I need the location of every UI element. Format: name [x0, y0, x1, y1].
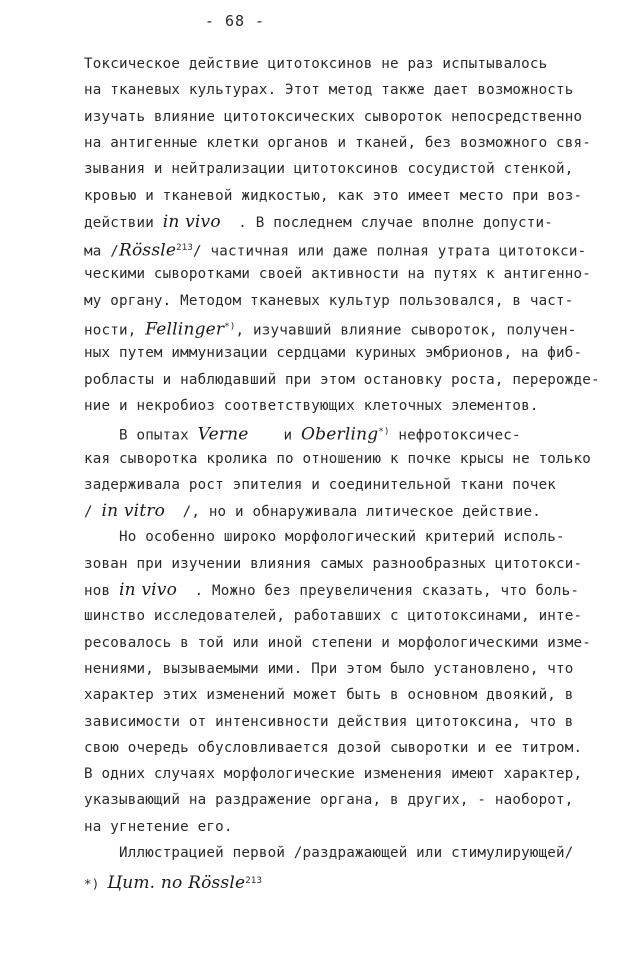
text-segment: зован при изучении влияния самых разнообразных цитотокси- [84, 555, 583, 572]
text-segment: Токсическое действие цитотоксинов не раз испытывалось [84, 56, 548, 72]
handwritten-term: Oberling [301, 424, 379, 445]
text-segment: Иллюстрацией первой /раздражающей или стимулирующей/ [84, 845, 574, 861]
text-line [84, 449, 591, 469]
text-segment: робласты и наблюдавший при этом остановку роста, перерожде- [84, 371, 600, 388]
text-segment: кровью и тканевой жидкостью, как это имеет место при воз- [84, 187, 583, 204]
text-line [84, 317, 576, 341]
text-segment: /, но и обнаруживала литическое действие. [165, 504, 541, 521]
superscript-ref: *) [224, 322, 236, 332]
text-segment: свою очередь обусловливается дозой сыворотки и ее титром. [84, 739, 583, 756]
text-line [84, 80, 574, 100]
text-line [84, 422, 521, 446]
text-segment: изучать влияние цитотоксических сывороток непосредственно [84, 108, 583, 125]
handwritten-term: Verne [197, 424, 249, 445]
text-line [84, 54, 547, 74]
handwritten-term: Rössle [118, 240, 177, 261]
text-line [84, 343, 582, 363]
text-segment: . В последнем случае вполне допусти- [220, 214, 553, 231]
text-line [84, 159, 574, 179]
text-line [84, 212, 553, 233]
text-segment: В опытах [84, 427, 198, 444]
text-line [84, 264, 591, 284]
text-segment: зывания и нейтрализации цитотоксинов сосудистой стенкой, [84, 161, 574, 178]
text-line [84, 817, 233, 837]
text-segment: на антигенные клетки органов и тканей, без возможного свя- [84, 134, 592, 151]
text-segment: ных путем иммунизации сердцами куриных эмбрионов, на фиб- [84, 345, 583, 362]
text-line [84, 107, 582, 127]
text-line [84, 712, 574, 732]
text-line [84, 475, 556, 495]
text-line [84, 606, 582, 626]
superscript-ref: 213 [245, 876, 263, 887]
handwritten-term: Fellinger [145, 319, 225, 340]
text-line [84, 186, 582, 206]
text-segment: ма / [84, 243, 119, 260]
text-line [84, 659, 574, 679]
page-number: - 68 - [204, 12, 266, 30]
text-segment: Но особенно широко морфологический критерий исполь- [84, 529, 565, 546]
text-line [84, 843, 574, 863]
text-line [84, 501, 541, 522]
text-line [84, 527, 565, 547]
text-line [84, 554, 582, 574]
text-segment: нениями, вызываемыми ими. При этом было установлено, что [84, 660, 574, 677]
text-segment: ресовалось в той или иной степени и морфологическими изме- [84, 634, 592, 651]
text-segment: на угнетение его. [84, 818, 233, 835]
text-segment: *) [84, 876, 108, 892]
handwritten-term: in vivo [118, 580, 178, 600]
text-segment: характер этих изменений может быть в основном двоякий, в [84, 687, 574, 704]
footnote [84, 871, 262, 894]
text-segment: и [248, 427, 302, 444]
text-line [84, 790, 574, 810]
handwritten-term: in vivo [162, 211, 221, 232]
text-segment: нефротоксичес- [389, 427, 521, 444]
text-segment: / частичная или даже полная утрата цитотокси- [193, 243, 587, 260]
text-segment: задерживала рост эпителия и соединительной ткани почек [84, 476, 557, 493]
text-line [84, 580, 579, 601]
text-segment: В одних случаях морфологические изменения имеют характер, [84, 766, 583, 783]
text-segment: / [84, 504, 102, 521]
text-line [84, 633, 591, 653]
text-line [84, 238, 586, 262]
text-line [84, 396, 539, 416]
text-segment: на тканевых культурах. Этот метод также дает возможность [84, 82, 574, 99]
text-segment: действии [84, 214, 163, 231]
text-line [84, 738, 582, 758]
text-segment: ности, [84, 322, 146, 339]
handwritten-term: Цит. по Rössle [107, 873, 246, 894]
text-segment: указывающий на раздражение органа, в других, - наоборот, [84, 792, 574, 809]
text-line [84, 133, 591, 153]
text-line [84, 764, 582, 784]
text-segment: ние и некробиоз соответствующих клеточных элементов. [84, 397, 539, 414]
text-line [84, 370, 600, 390]
text-line [84, 291, 574, 311]
text-line [84, 685, 574, 705]
text-segment: му органу. Методом тканевых культур пользовался, в част- [84, 292, 574, 309]
text-segment: . Можно без преувеличения сказать, что боль- [177, 583, 580, 599]
superscript-ref: *) [378, 427, 390, 438]
text-segment: ческими сыворотками своей активности на путях к антигенно- [84, 266, 592, 283]
text-segment: зависимости от интенсивности действия цитотоксина, что в [84, 713, 574, 730]
text-segment: нов [84, 583, 119, 599]
text-segment: , изучавший влияние сывороток, получен- [235, 322, 577, 339]
text-segment: шинство исследователей, работавших с цитотоксинами, инте- [84, 608, 583, 625]
text-segment: кая сыворотка кролика по отношению к почке крысы не только [84, 450, 592, 467]
superscript-ref: 213 [176, 243, 194, 254]
handwritten-term: in vitro [101, 501, 166, 522]
